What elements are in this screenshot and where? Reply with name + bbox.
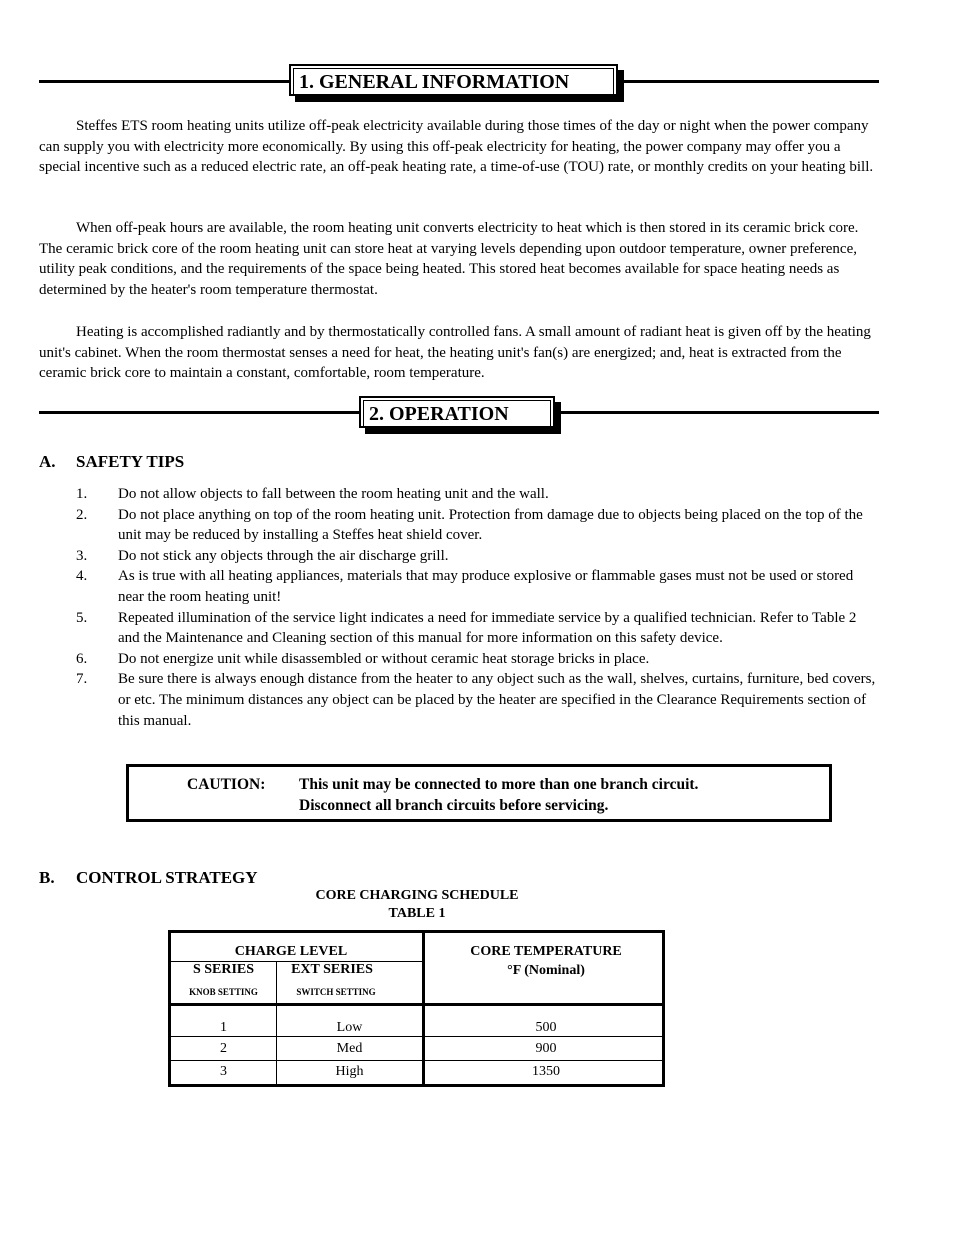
subsection-title: SAFETY TIPS bbox=[76, 452, 185, 471]
caution-message bbox=[299, 774, 698, 816]
header-ext-series: EXT SERIES bbox=[291, 962, 373, 977]
list-item bbox=[0, 505, 880, 546]
subsection-title: CONTROL STRATEGY bbox=[76, 868, 258, 887]
caution-label: CAUTION: bbox=[187, 776, 266, 793]
table-cell-s-series: 1 bbox=[220, 1020, 227, 1035]
list-text: As is true with all heating appliances, materials that may produce explosive or flammable gases must not be used or stored near the room heating unit! bbox=[118, 568, 854, 605]
section-rule-left bbox=[39, 80, 289, 83]
section-heading-text: 2. OPERATION bbox=[369, 403, 509, 425]
table-border bbox=[168, 1003, 665, 1006]
section-rule-right bbox=[618, 80, 879, 83]
paragraph: When off-peak hours are available, the room heating unit converts electricity to heat which is then stored in its ceramic brick core. The ceramic brick core of the room heating unit can store heat at varying levels depending upon outdoor temperature, owner preference, utility peak conditions, and the requirements of the space being heated. This stored heat becomes available for space heating needs as determined by the heater's room temperature thermostat. bbox=[39, 220, 859, 298]
core-charging-table bbox=[168, 930, 665, 1087]
table-border bbox=[168, 1084, 665, 1087]
list-item bbox=[0, 546, 880, 567]
table-cell-s-series: 2 bbox=[220, 1041, 227, 1056]
header-charge-level: CHARGE LEVEL bbox=[234, 944, 348, 959]
header-knob-setting: KNOB SETTING bbox=[189, 987, 258, 997]
table-cell-core-temp: 1350 bbox=[532, 1064, 560, 1079]
list-item bbox=[0, 608, 880, 649]
list-number: 2. bbox=[76, 506, 88, 523]
table-number: TABLE 1 bbox=[388, 906, 446, 921]
caution-line: Disconnect all branch circuits before servicing. bbox=[299, 797, 609, 814]
list-text: Be sure there is always enough distance from the heater to any object such as the wall, shelves, curtains, furniture, bed covers, or etc. The minimum distances any object can be placed by the heater are specified in the Clearance Requirements section of this manual. bbox=[118, 671, 876, 729]
header-s-series: S SERIES bbox=[192, 962, 255, 977]
list-number: 3. bbox=[76, 547, 88, 564]
table-border bbox=[168, 930, 665, 933]
safety-tips-list bbox=[0, 484, 954, 731]
table-cell-s-series: 3 bbox=[220, 1064, 227, 1079]
table-border bbox=[170, 1060, 663, 1061]
subsection-heading-safety-tips bbox=[39, 452, 184, 472]
subsection-letter: B. bbox=[39, 868, 55, 887]
section-heading-general-information bbox=[289, 64, 618, 96]
list-text: Do not energize unit while disassembled or without ceramic heat storage bricks in place. bbox=[118, 650, 650, 667]
list-number: 7. bbox=[76, 671, 88, 688]
paragraph: Heating is accomplished radiantly and by thermostatically controlled fans. A small amount of radiant heat is given off by the heating unit's cabinet. When the room thermostat senses a need for heat, the heating unit's fan(s) are energized; and, heat is extracted from the ceramic brick core to maintain a constant, comfortable, room temperature. bbox=[39, 324, 871, 382]
list-number: 5. bbox=[76, 609, 88, 626]
list-text: Repeated illumination of the service light indicates a need for immediate service by a qualified technician. Refer to Table 2 and the Maintenance and Cleaning section of this manual for more information on this safety device. bbox=[118, 609, 857, 647]
paragraph: Steffes ETS room heating units utilize off-peak electricity available during those times of the day or night when the power company can supply you with electricity more economically. By using this off-peak electricity for heating, the power company may offer you a special incentive such as a reduced electric rate, an off-peak heating rate, a time-of-use (TOU) rate, or monthly credits on your heating bill. bbox=[39, 118, 874, 176]
caution-box bbox=[126, 764, 832, 822]
subsection-heading-control-strategy bbox=[39, 868, 258, 888]
list-text: Do not place anything on top of the room heating unit. Protection from damage due to objects being placed on the top of the unit may be reduced by installing a Steffes heat shield cover. bbox=[118, 506, 863, 544]
list-item bbox=[0, 566, 880, 607]
list-number: 6. bbox=[76, 650, 88, 667]
caution-line: This unit may be connected to more than one branch circuit. bbox=[299, 776, 699, 793]
table-cell-core-temp: 500 bbox=[535, 1020, 557, 1035]
table-cell-ext-series: High bbox=[335, 1064, 364, 1079]
table-cell-ext-series: Low bbox=[336, 1020, 363, 1035]
section-heading-operation bbox=[359, 396, 555, 428]
list-item bbox=[0, 649, 880, 670]
header-switch-setting: SWITCH SETTING bbox=[296, 987, 376, 997]
subsection-letter: A. bbox=[39, 452, 56, 471]
list-item bbox=[0, 669, 880, 731]
list-text: Do not allow objects to fall between the room heating unit and the wall. bbox=[118, 486, 549, 502]
list-text: Do not stick any objects through the air discharge grill. bbox=[118, 547, 449, 564]
section-heading-text: 1. GENERAL INFORMATION bbox=[299, 71, 570, 93]
list-number: 1. bbox=[76, 486, 88, 502]
table-cell-core-temp: 900 bbox=[535, 1041, 557, 1056]
section-rule-left bbox=[39, 411, 359, 414]
table-title: CORE CHARGING SCHEDULE bbox=[315, 888, 519, 903]
header-core-temperature: CORE TEMPERATURE bbox=[470, 944, 622, 959]
header-core-unit: °F (Nominal) bbox=[507, 963, 585, 978]
table-cell-ext-series: Med bbox=[336, 1041, 363, 1056]
list-number: 4. bbox=[76, 568, 88, 585]
list-item bbox=[0, 484, 880, 505]
section-rule-right bbox=[555, 411, 879, 414]
